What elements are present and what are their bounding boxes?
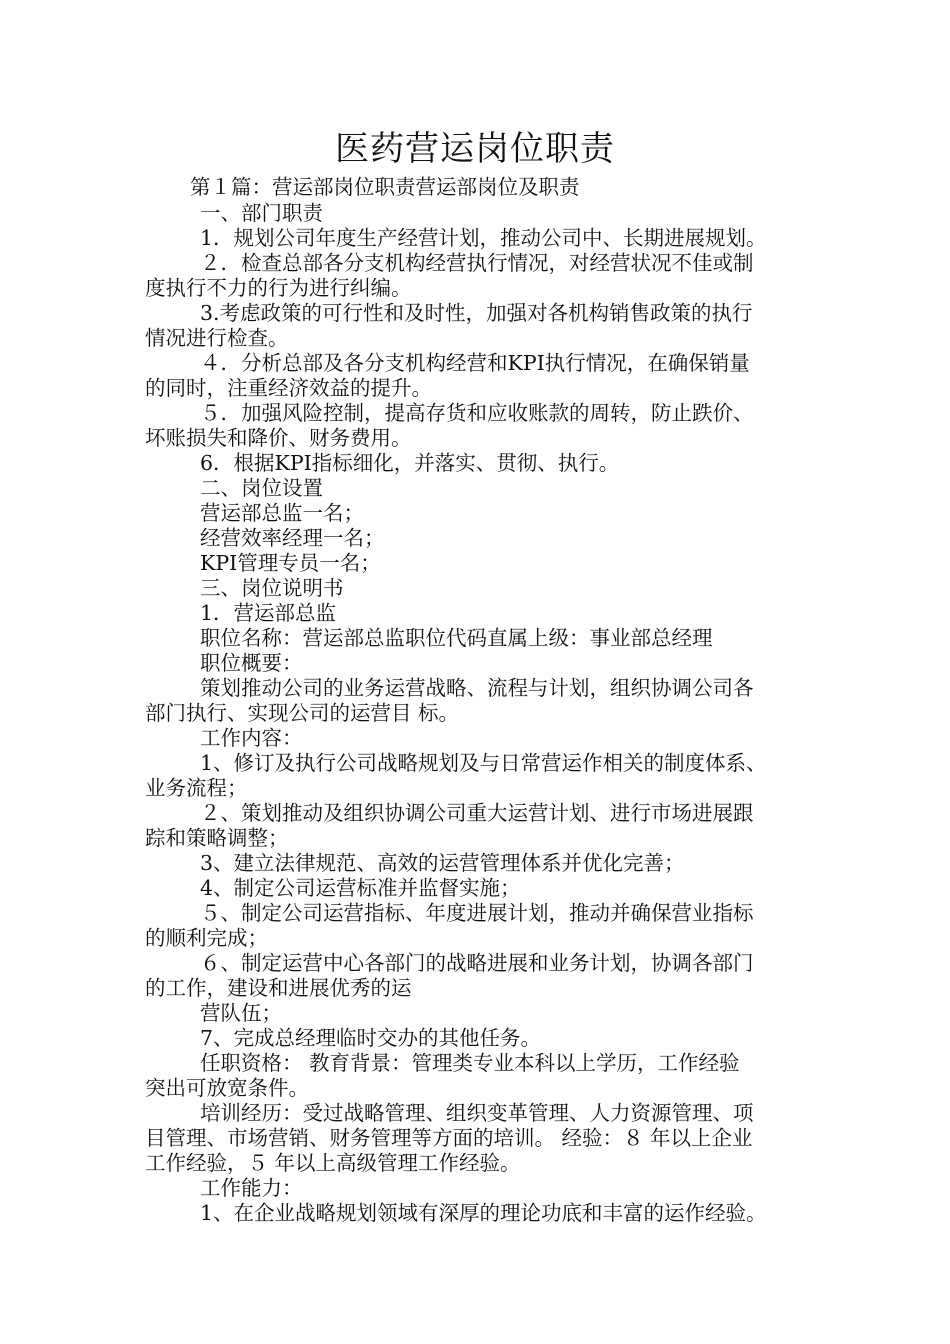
paragraph-line: ５、制定公司运营指标、年度进展计划，推动并确保营业指标 (200, 901, 754, 925)
paragraph-line: 3.考虑政策的可行性和及时性，加强对各机构销售政策的执行 (200, 301, 753, 325)
section-heading: 二、岗位设置 (200, 476, 323, 500)
paragraph-line: 职位概要： (200, 651, 303, 675)
paragraph-line: 工作能力： (200, 1176, 303, 1200)
paragraph-line: ４．分析总部及各分支机构经营和KPI执行情况，在确保销量 (200, 351, 750, 375)
chapter-heading: 第１篇：营运部岗位职责营运部岗位及职责 (190, 175, 580, 199)
paragraph-line: 业务流程； (145, 776, 248, 800)
paragraph-line: 3、建立法律规范、高效的运营管理体系并优化完善； (200, 851, 685, 875)
paragraph-line: 1．规划公司年度生产经营计划，推动公司中、长期进展规划。 (200, 226, 767, 250)
paragraph-line: 的工作，建设和进展优秀的运 (145, 976, 412, 1000)
paragraph-line: 坏账损失和降价、财务费用。 (145, 426, 412, 450)
paragraph-line: 的顺利完成； (145, 926, 268, 950)
paragraph-line: ２．检查总部各分支机构经营执行情况，对经营状况不佳或制 (200, 251, 754, 275)
paragraph-line: 营运部总监一名； (200, 501, 364, 525)
paragraph-line: ６、制定运营中心各部门的战略进展和业务计划，协调各部门 (200, 951, 754, 975)
paragraph-line: 策划推动公司的业务运营战略、流程与计划，组织协调公司各 (200, 676, 754, 700)
paragraph-line: 4、制定公司运营标准并监督实施； (200, 876, 521, 900)
paragraph-line: 工作内容： (200, 726, 303, 750)
paragraph-line: 工作经验，５ 年以上高级管理工作经验。 (145, 1151, 521, 1175)
paragraph-line: 情况进行检查。 (145, 326, 289, 350)
paragraph-line: 营队伍； (200, 1001, 282, 1025)
paragraph-line: 任职资格： 教育背景：管理类专业本科以上学历，工作经验 (200, 1051, 740, 1075)
paragraph-line: 经营效率经理一名； (200, 526, 385, 550)
paragraph-line: 培训经历：受过战略管理、组织变革管理、人力资源管理、项 (200, 1101, 754, 1125)
paragraph-line: KPI管理专员一名； (200, 551, 381, 575)
paragraph-line: 踪和策略调整； (145, 826, 289, 850)
document-title: 医药营运岗位职责 (335, 129, 615, 169)
paragraph-line: 度执行不力的行为进行纠编。 (145, 276, 412, 300)
paragraph-line: 的同时，注重经济效益的提升。 (145, 376, 432, 400)
section-heading: 一、部门职责 (200, 201, 323, 225)
paragraph-line: 6．根据KPI指标细化，并落实、贯彻、执行。 (200, 451, 620, 475)
subsection-heading: 1．营运部总监 (200, 601, 337, 625)
paragraph-line: ２、策划推动及组织协调公司重大运营计划、进行市场进展跟 (200, 801, 754, 825)
paragraph-line: 部门执行、实现公司的运营目 标。 (145, 701, 460, 725)
paragraph-line: 突出可放宽条件。 (145, 1076, 309, 1100)
paragraph-line: 1、在企业战略规划领域有深厚的理论功底和丰富的运作经验。 (200, 1201, 767, 1225)
paragraph-line: 1、修订及执行公司战略规划及与日常营运作相关的制度体系、 (200, 751, 767, 775)
paragraph-line: 职位名称：营运部总监职位代码直属上级：事业部总经理 (200, 626, 713, 650)
paragraph-line: 目管理、市场营销、财务管理等方面的培训。 经验：８ 年以上企业 (145, 1126, 753, 1150)
section-heading: 三、岗位说明书 (200, 576, 344, 600)
paragraph-line: ５．加强风险控制，提高存货和应收账款的周转，防止跌价、 (200, 401, 754, 425)
paragraph-line: 7、完成总经理临时交办的其他任务。 (200, 1026, 542, 1050)
